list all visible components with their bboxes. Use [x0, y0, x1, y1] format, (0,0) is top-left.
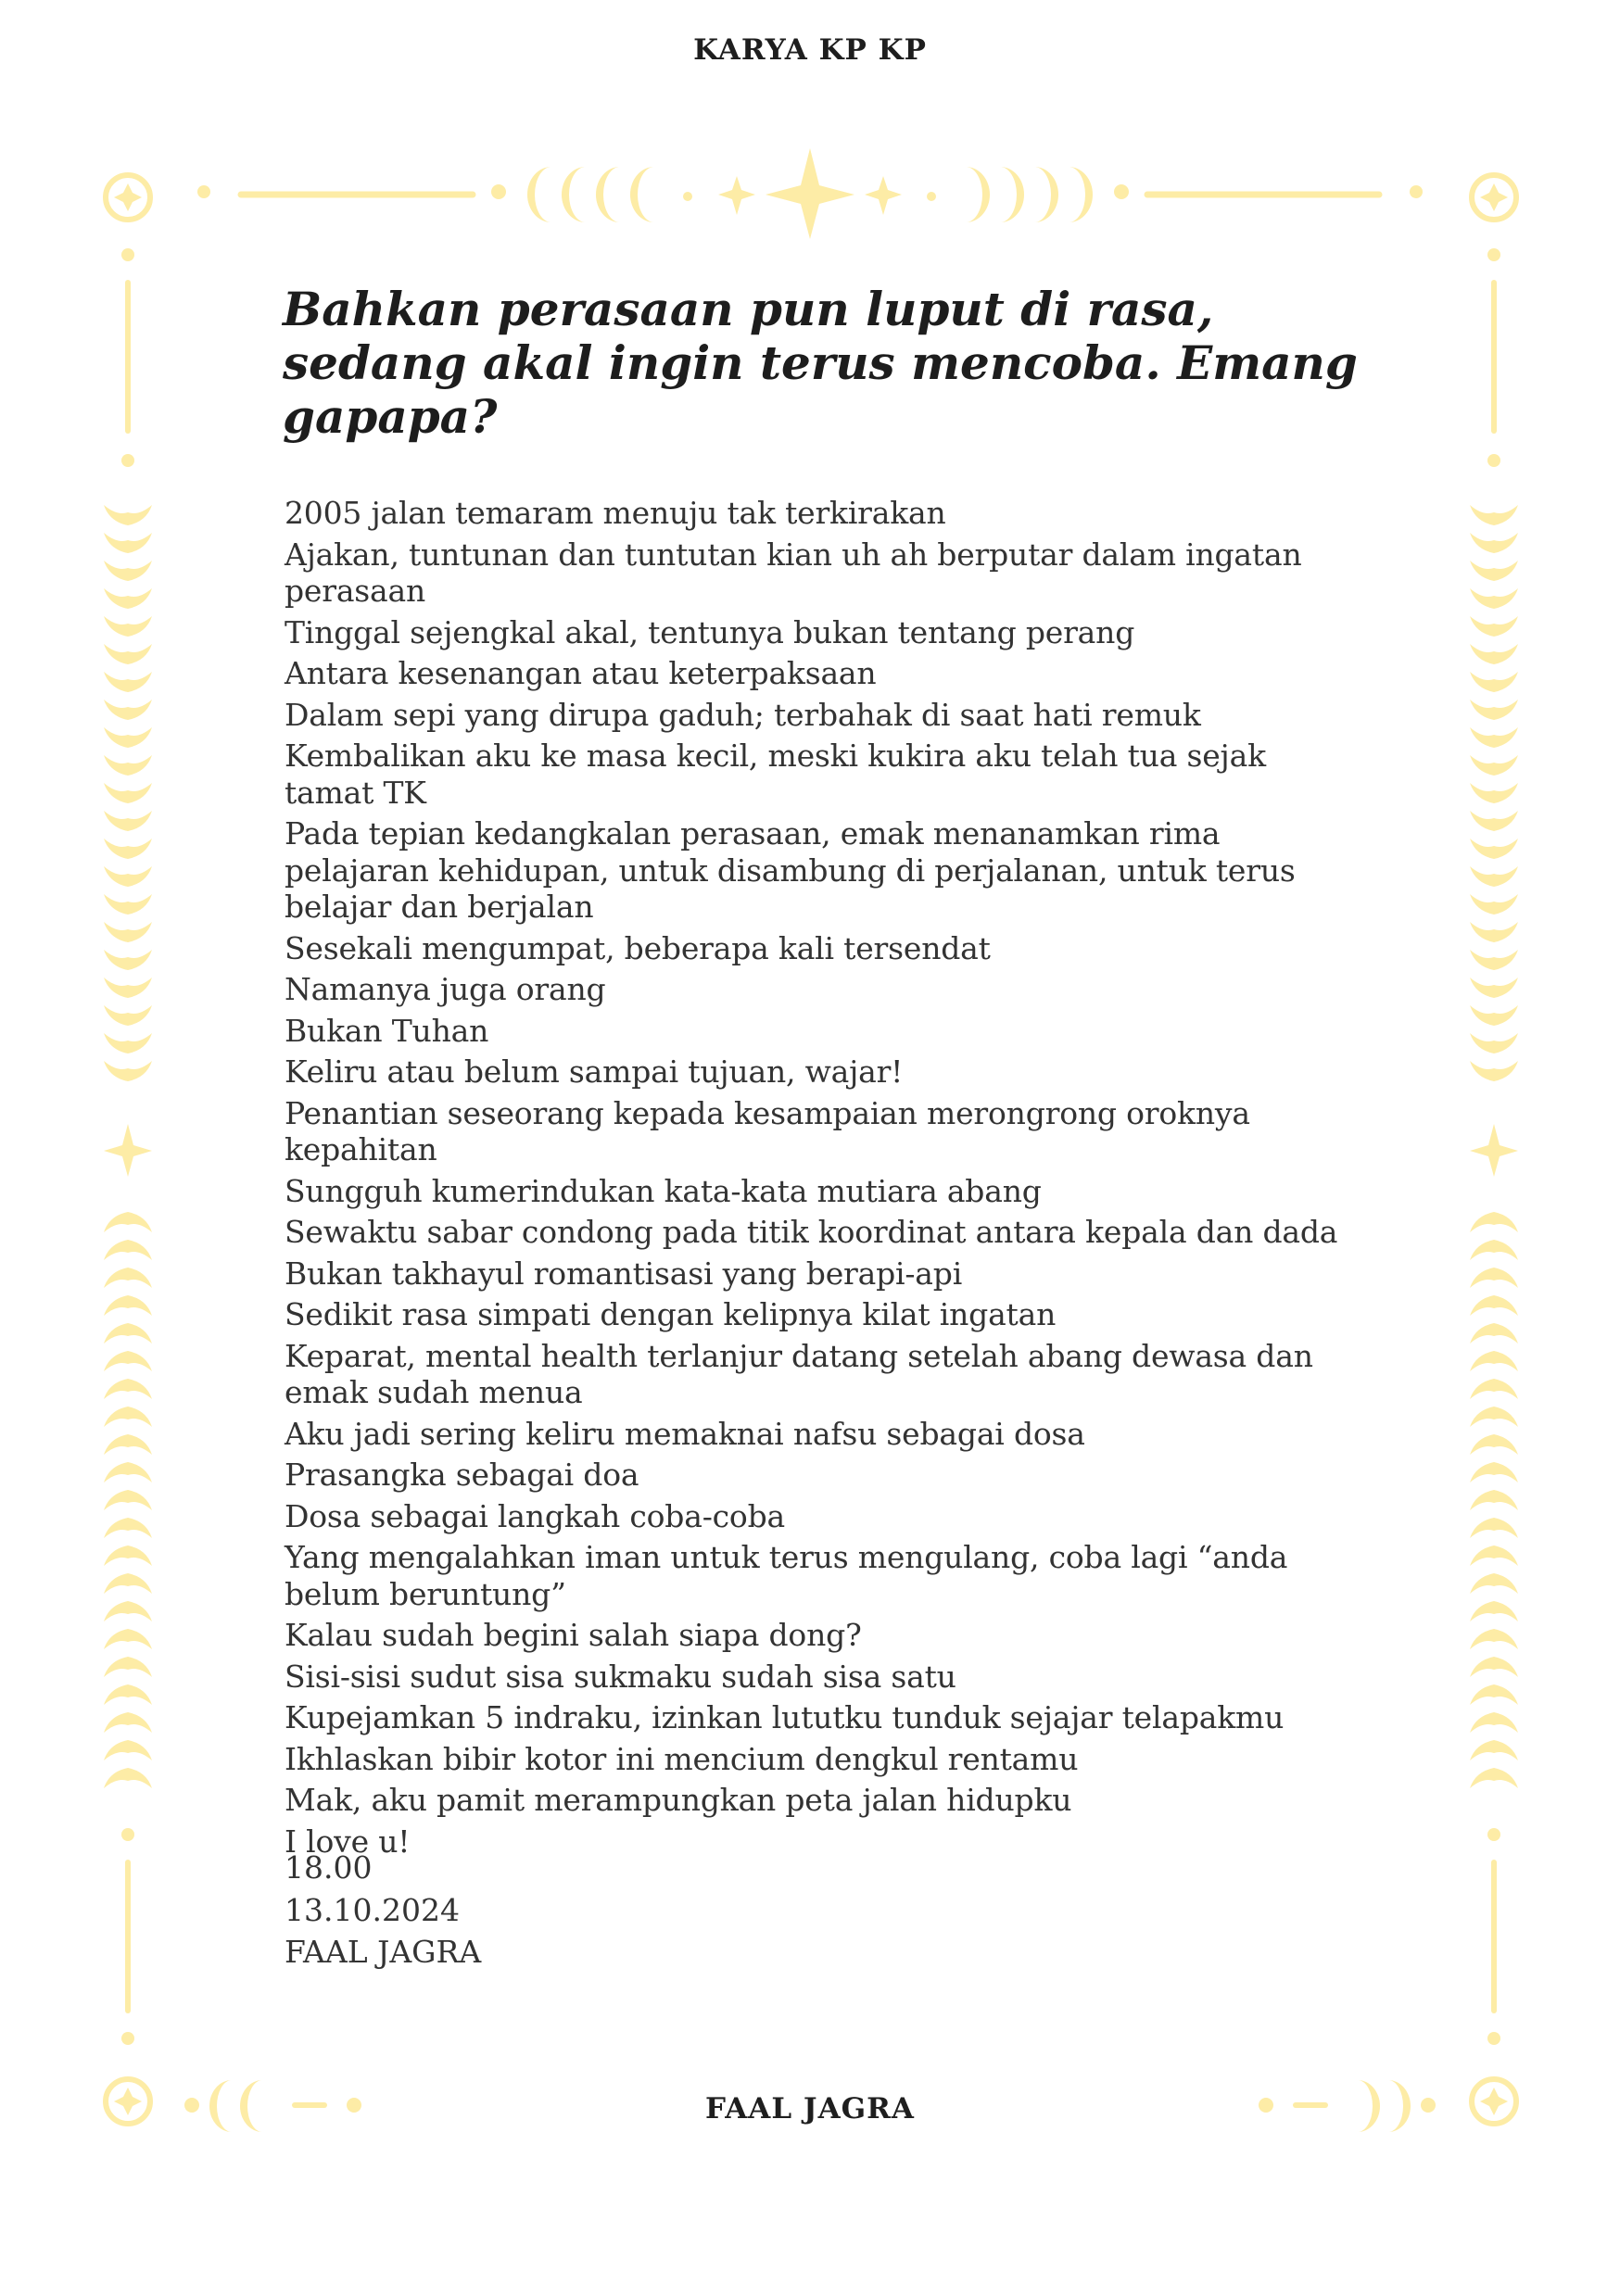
poem-line: Keliru atau belum sampai tujuan, wajar! — [285, 1053, 904, 1090]
poem-line: Dalam sepi yang dirupa gaduh; terbahak di saat hati remuk — [285, 696, 1201, 733]
poem-line: Mak, aku pamit merampungkan peta jalan hidupku — [285, 1782, 1072, 1818]
poem-line: Dosa sebagai langkah coba-coba — [285, 1497, 785, 1534]
poem-title: Bahkan perasaan pun luput di rasa, sedang akal ingin terus mencoba. Emang gapapa? — [283, 282, 1358, 444]
sparkle-icon — [766, 148, 854, 239]
right-upper-leaf-chain — [1470, 505, 1518, 1081]
poem-line: Keparat, mental health terlanjur datang setelah abang dewasa dan emak sudah menua — [285, 1337, 1313, 1410]
poem-line: I love u! — [285, 1823, 411, 1860]
poem-line: Penantian seseorang kepada kesampaian merongrong oroknya kepahitan — [285, 1094, 1250, 1167]
page-header-title: KARYA KP KP — [693, 33, 927, 67]
poem-line: Kupejamkan 5 indraku, izinkan lututku tunduk sejajar telapakmu — [285, 1699, 1285, 1735]
signature-block — [285, 1847, 1026, 1974]
poem-line: Pada tepian kedangkalan perasaan, emak menanamkan rima pelajaran kehidupan, untuk disambung di perjalanan, untuk terus belajar dan berjalan — [285, 815, 1296, 925]
signature-author: FAAL JAGRA — [285, 1934, 482, 1970]
poem-line: Ikhlaskan bibir kotor ini mencium dengkul rentamu — [285, 1740, 1079, 1777]
footer-author: FAAL JAGRA — [705, 2092, 915, 2126]
right-lower-leaf-chain — [1470, 1212, 1518, 1788]
top-left-crescents — [527, 167, 654, 222]
top-right-crescents — [966, 167, 1093, 222]
poem-line: Bukan takhayul romantisasi yang berapi-api — [285, 1255, 963, 1292]
left-upper-leaf-chain — [104, 505, 152, 1081]
sparkle-icon — [104, 1124, 152, 1177]
signature-date: 13.10.2024 — [285, 1891, 460, 1928]
poem-line: Sisi-sisi sudut sisa sukmaku sudah sisa satu — [285, 1658, 956, 1695]
top-ornament-band — [197, 148, 1423, 239]
poem-line: Sewaktu sabar condong pada titik koordinat antara kepala dan dada — [285, 1214, 1338, 1250]
poem-line: Ajakan, tuntunan dan tuntutan kian uh ah berputar dalam ingatan perasaan — [285, 536, 1302, 609]
poem-body — [285, 495, 1360, 1864]
poem-line: Kalau sudah begini salah siapa dong? — [285, 1617, 862, 1653]
sparkle-icon — [718, 176, 755, 215]
poem-line: Kembalikan aku ke masa kecil, meski kukira aku telah tua sejak tamat TK — [285, 738, 1266, 811]
poem-line: Sesekali mengumpat, beberapa kali tersendat — [285, 929, 991, 966]
sparkle-icon — [1470, 1124, 1518, 1177]
poem-line: Aku jadi sering keliru memaknai nafsu sebagai dosa — [285, 1415, 1085, 1452]
poem-line: Antara kesenangan atau keterpaksaan — [285, 655, 877, 691]
poem-line: Prasangka sebagai doa — [285, 1457, 639, 1493]
poem-line: 2005 jalan temaram menuju tak terkirakan — [285, 495, 946, 531]
poem-line: Tinggal sejengkal akal, tentunya bukan tentang perang — [285, 613, 1135, 650]
sparkle-icon — [865, 176, 902, 215]
poem-line: Yang mengalahkan iman untuk terus mengulang, coba lagi “anda belum beruntung” — [285, 1539, 1288, 1612]
left-lower-leaf-chain — [104, 1212, 152, 1788]
poem-line: Sungguh kumerindukan kata-kata mutiara abang — [285, 1172, 1042, 1209]
signature-time: 18.00 — [285, 1849, 373, 1886]
poem-line: Namanya juga orang — [285, 971, 606, 1007]
poem-line: Sedikit rasa simpati dengan kelipnya kilat ingatan — [285, 1296, 1057, 1332]
poem-line: Bukan Tuhan — [285, 1012, 489, 1049]
